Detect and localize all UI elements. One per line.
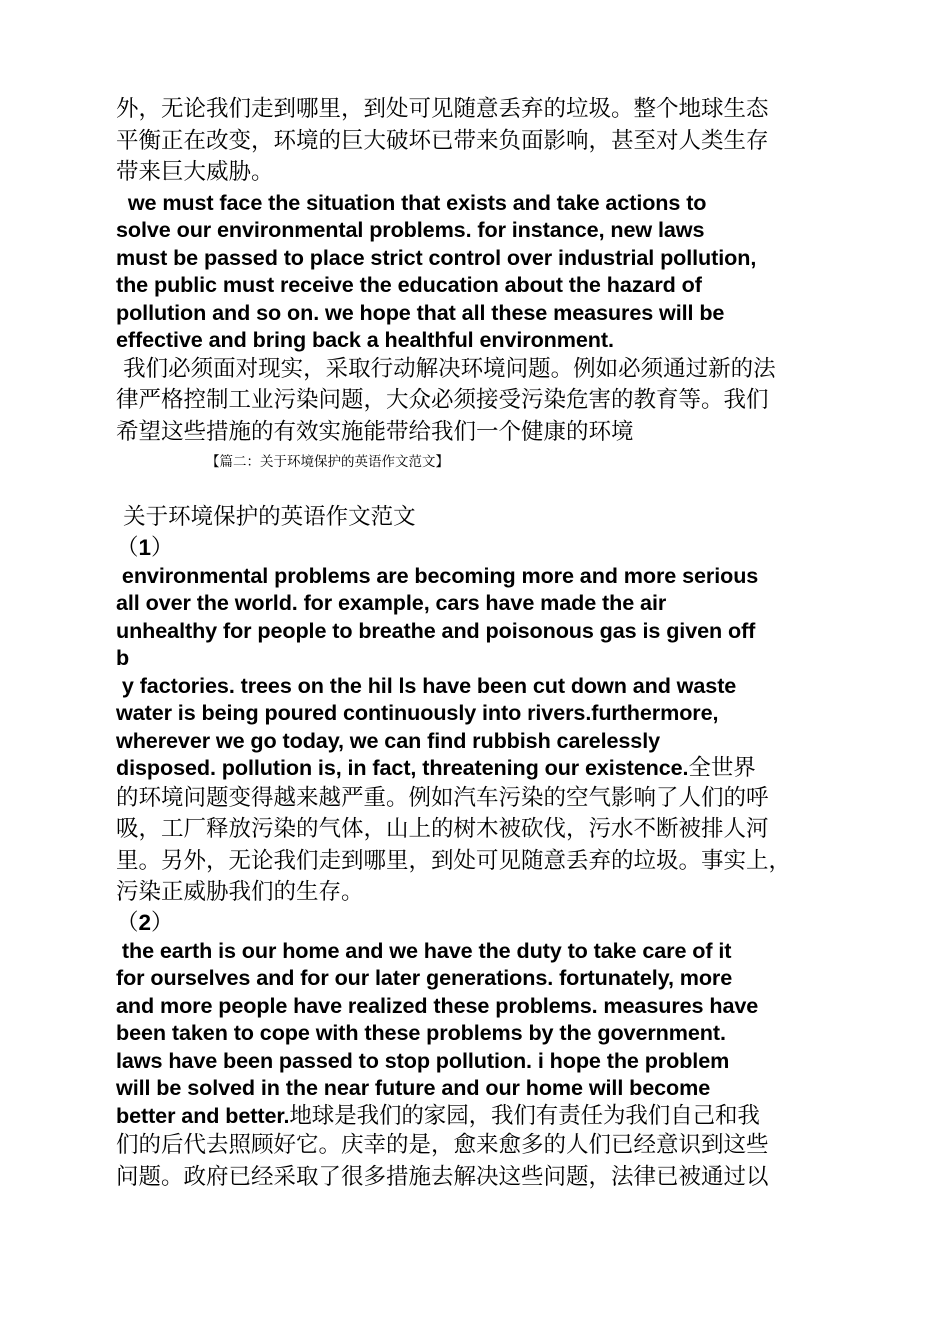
document-page	[116, 94, 836, 1193]
paragraph-en-3: y factories. trees on the hil ls have been cut down and waste water is being poured continuously into rivers.furthermore, wherever we go today, we can find rubbish carelessly disposed. pollution is, in fact, threatening our existence.全世界	[116, 672, 756, 781]
section-number-1: （1）	[116, 534, 174, 561]
section-caption: 【篇二：关于环境保护的英语作文范文】	[206, 454, 449, 470]
paragraph-en-1: we must face the situation that exists and take actions to solve our environmental problems. for instance, new laws must be passed to place strict control over industrial pollution, the public must receive the education about the hazard of pollution and so on. we hope that all these measures will be effective and bring back a healthful environment.	[116, 189, 757, 352]
paragraph-en-2: environmental problems are becoming more and more serious all over the world. for example, cars have made the air unhealthy for people to breathe and poisonous gas is given off b	[116, 562, 759, 670]
paragraph-cn-2: 我们必须面对现实，采取行动解决环境问题。例如必须通过新的法 律严格控制工业污染问题，大众必须接受污染危害的教育等。我们 希望这些措施的有效实施能带给我们一个健康的环境	[116, 355, 776, 445]
inline-cn-2: 地球是我们的家园，我们有责任为我们自己和我	[289, 1102, 760, 1129]
paragraph-en-4: the earth is our home and we have the duty to take care of it for ourselves and for our later generations. fortunately, more and more people have realized these problems. measures have been taken to cope with these problems by the government. laws have been passed to stop pollution. i hope the problem will be solved in the near future and our home will become better and better.地球是我们的家园，我们有责任为我们自己和我	[116, 937, 760, 1129]
section-number-2: （2）	[116, 909, 174, 936]
paragraph-cn-4: 们的后代去照顾好它。庆幸的是，愈来愈多的人们已经意识到这些 问题。政府已经采取了很多措施去解决这些问题，法律已被通过以	[116, 1132, 769, 1190]
paragraph-cn-1: 外，无论我们走到哪里，到处可见随意丢弃的垃圾。整个地球生态 平衡正在改变，环境的巨大破坏已带来负面影响，甚至对人类生存 带来巨大威胁。	[116, 96, 769, 185]
essay-title: 关于环境保护的英语作文范文	[116, 504, 416, 530]
paragraph-cn-3: 的环境问题变得越来越严重。例如汽车污染的空气影响了人们的呼 吸，工厂释放污染的气体，山上的树木被砍伐，污水不断被排人河 里。另外，无论我们走到哪里，到处可见随意丢弃的垃圾。事实上， 污染正威胁我们的生存。	[116, 784, 792, 905]
inline-cn-1: 全世界	[688, 755, 756, 781]
